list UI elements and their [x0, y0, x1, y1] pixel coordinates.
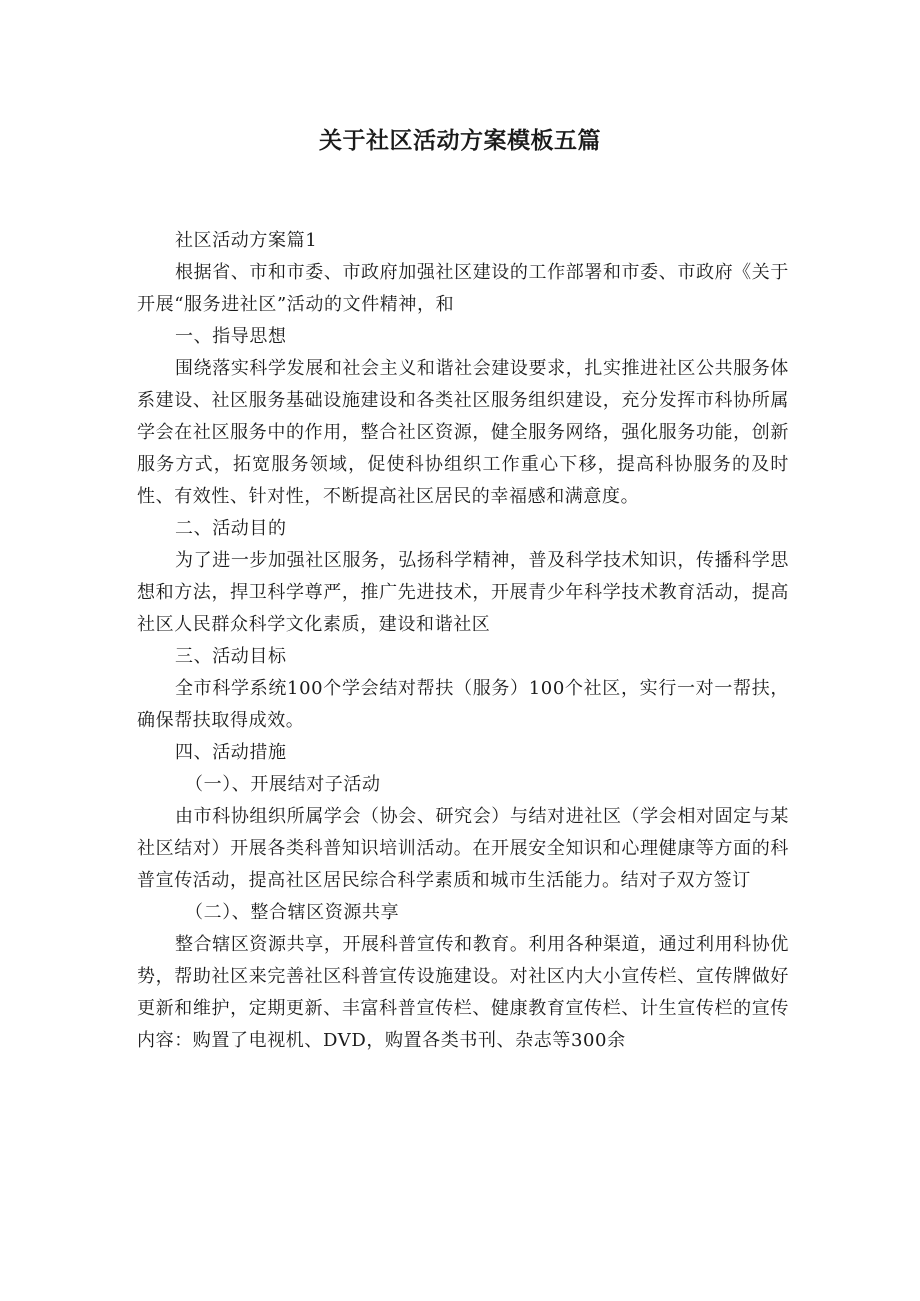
paragraph-pairing: 由市科协组织所属学会（协会、研究会）与结对进社区（学会相对固定与某社区结对）开展各类科普知识培训活动。在开展安全知识和心理健康等方面的科普宣传活动，提高社区居民综合科学素质和城市生活能力。结对子双方签订 — [137, 806, 789, 891]
heading-activity-purpose: 二、活动目的 — [175, 518, 287, 539]
intro-paragraph: 根据省、市和市委、市政府加强社区建设的工作部署和市委、市政府《关于开展“服务进社区”活动的文件精神，和 — [137, 262, 789, 315]
paragraph-activity-purpose: 为了进一步加强社区服务，弘扬科学精神，普及科学技术知识，传播科学思想和方法，捍卫科学尊严，推广先进技术，开展青少年科学技术教育活动，提高社区人民群众科学文化素质，建设和谐社区 — [137, 550, 789, 635]
document-body — [137, 225, 789, 1057]
paragraph-resource-sharing: 整合辖区资源共享，开展科普宣传和教育。利用各种渠道，通过利用科协优势，帮助社区来完善社区科普宣传设施建设。对社区内大小宣传栏、宣传牌做好更新和维护，定期更新、丰富科普宣传栏、健康教育宣传栏、计生宣传栏的宣传内容：购置了电视机、DVD，购置各类书刊、杂志等300余 — [137, 934, 789, 1051]
paragraph-activity-goal: 全市科学系统100个学会结对帮扶（服务）100个社区，实行一对一帮扶，确保帮扶取得成效。 — [137, 678, 789, 731]
document-title: 关于社区活动方案模板五篇 — [319, 128, 601, 154]
heading-activity-goal: 三、活动目标 — [175, 646, 287, 667]
subheading-resource-sharing: （二）、整合辖区资源共享 — [185, 902, 400, 923]
section-title: 社区活动方案篇1 — [175, 230, 318, 251]
subheading-pairing: （一）、开展结对子活动 — [185, 774, 381, 795]
heading-guiding-ideology: 一、指导思想 — [175, 326, 287, 347]
paragraph-guiding-ideology: 围绕落实科学发展和社会主义和谐社会建设要求，扎实推进社区公共服务体系建设、社区服务基础设施建设和各类社区服务组织建设，充分发挥市科协所属学会在社区服务中的作用，整合社区资源，健全服务网络，强化服务功能，创新服务方式，拓宽服务领域，促使科协组织工作重心下移，提高科协服务的及时性、有效性、针对性，不断提高社区居民的幸福感和满意度。 — [137, 358, 789, 507]
heading-activity-measures: 四、活动措施 — [175, 742, 287, 763]
